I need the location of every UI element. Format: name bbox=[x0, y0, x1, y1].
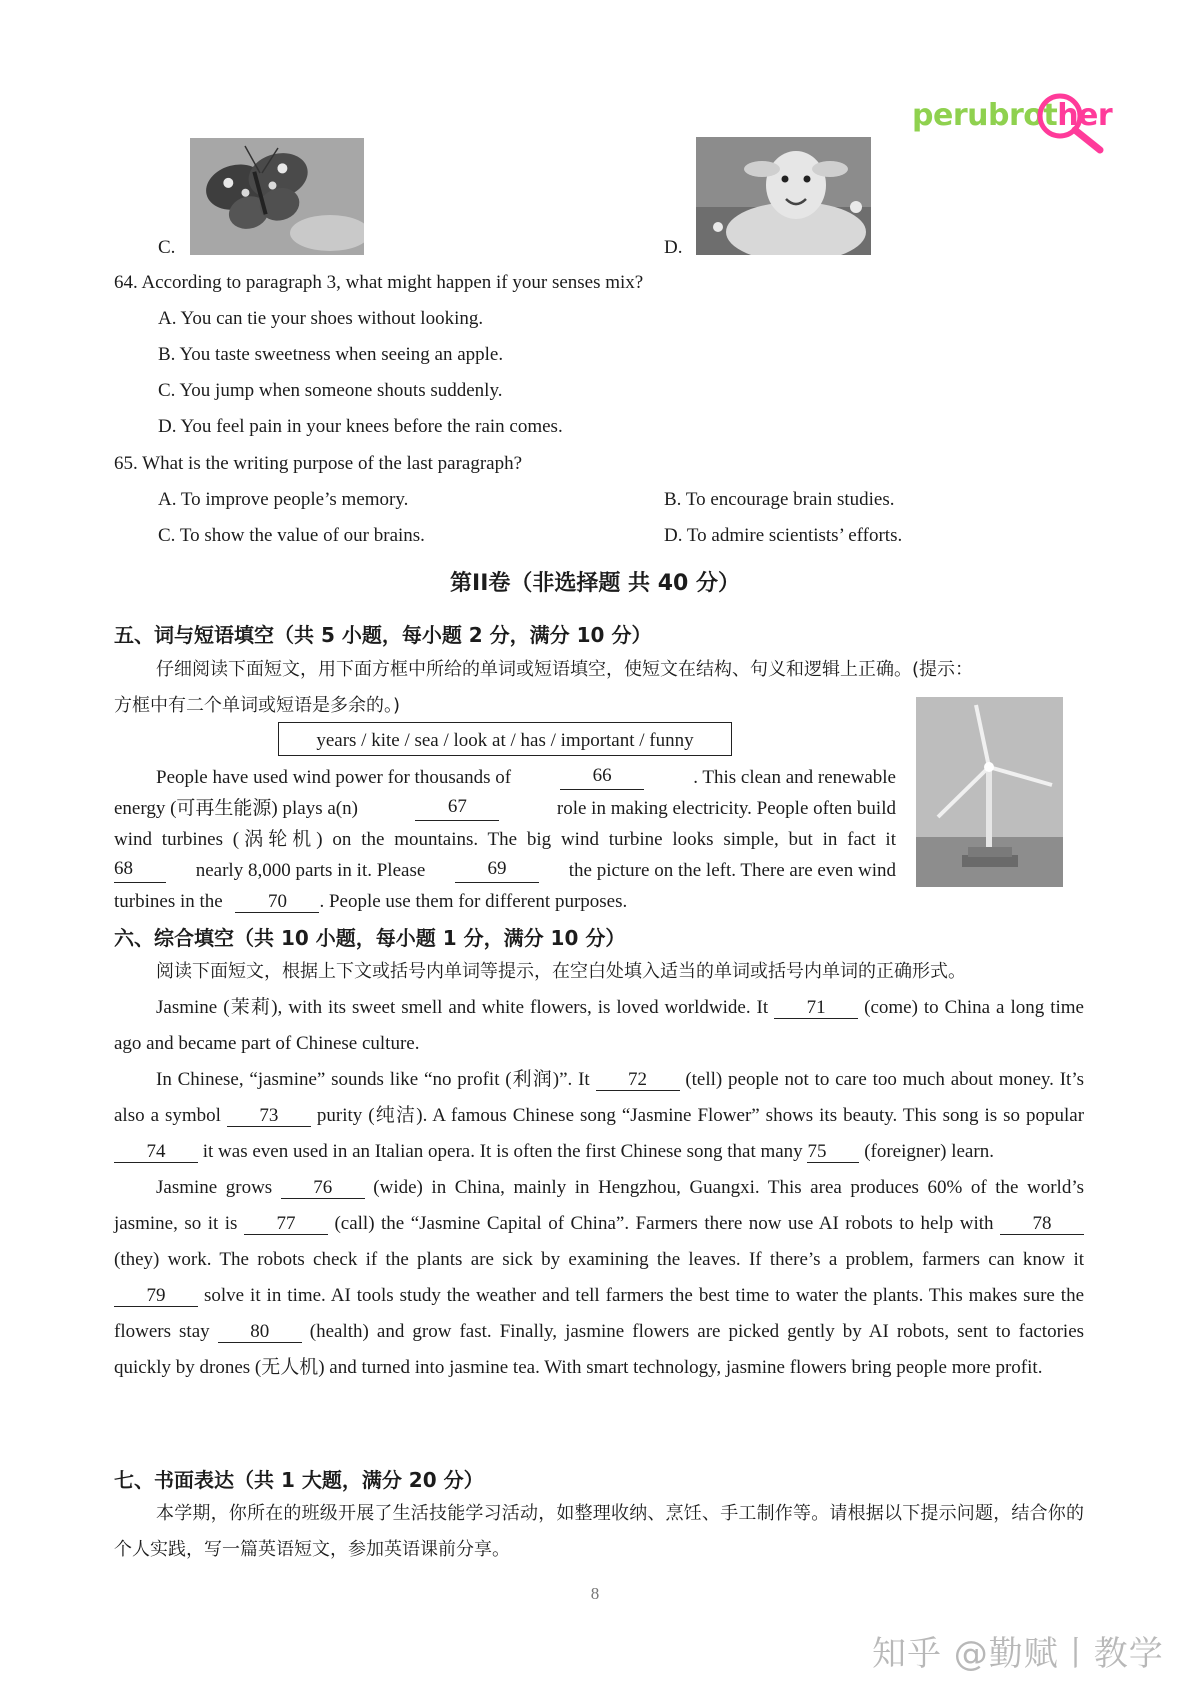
question-65-stem: 65. What is the writing purpose of the last paragraph? bbox=[114, 453, 523, 474]
blank-79[interactable]: 79 bbox=[114, 1286, 198, 1307]
butterfly-image bbox=[190, 138, 364, 255]
s5-line-5-b: . People use them for different purposes. bbox=[319, 891, 628, 912]
q65-option-c: C. To show the value of our brains. bbox=[158, 525, 425, 546]
s6-p2-d: it was even used in an Italian opera. It is often the first Chinese song that many bbox=[202, 1141, 803, 1162]
lamb-image bbox=[696, 137, 871, 255]
s5-line-2 bbox=[114, 797, 896, 821]
blank-71[interactable]: 71 bbox=[774, 998, 858, 1019]
option-d-label: D. bbox=[664, 237, 683, 258]
blank-73[interactable]: 73 bbox=[227, 1106, 311, 1127]
blank-68[interactable]: 68 bbox=[114, 859, 166, 883]
instruction-line-2: 方框中有二个单词或短语是多余的。) bbox=[114, 695, 401, 716]
q65-option-b: B. To encourage brain studies. bbox=[664, 489, 895, 510]
blank-75[interactable]: 75 bbox=[807, 1142, 859, 1163]
s6-paragraph-3 bbox=[114, 1170, 1084, 1386]
s6-p2-b: (tell) people not to care too much about money. It’s also a symbol bbox=[114, 1069, 1085, 1126]
q65-option-a: A. To improve people’s memory. bbox=[158, 489, 409, 510]
s5-line-5 bbox=[114, 890, 627, 914]
s5-line-3: wind turbines (涡轮机) on the mountains. The big wind turbine looks simple, but in fact it bbox=[114, 829, 896, 850]
wind-turbine-image bbox=[916, 697, 1063, 887]
s6-p2-a: In Chinese, “jasmine” sounds like “no profit (利润)”. It bbox=[156, 1069, 590, 1090]
q64-option-c: C. You jump when someone shouts suddenly. bbox=[158, 380, 503, 401]
s5-line-2-a: energy (可再生能源) plays a(n) bbox=[114, 798, 358, 819]
section7-text: 本学期，你所在的班级开展了生活技能学习活动，如整理收纳、烹饪、手工制作等。请根据以下提示问题，结合你的个人实践，写一篇英语短文，参加英语课前分享。 bbox=[114, 1503, 1084, 1560]
page-number: 8 bbox=[590, 1584, 600, 1603]
zhihu-watermark: 知乎 @勤赋丨教学 bbox=[872, 1634, 1164, 1674]
s5-line-5-a: turbines in the bbox=[114, 891, 223, 912]
logo-text-green: perubrot bbox=[912, 98, 1058, 133]
s6-p3-b: (wide) in China, mainly in Hengzhou, Guangxi. This area produces 60% of the world’s jasmine, so it is bbox=[114, 1177, 1084, 1234]
q64-option-d: D. You feel pain in your knees before the rain comes. bbox=[158, 416, 563, 437]
section6-title: 六、综合填空（共 10 小题，每小题 1 分，满分 10 分） bbox=[114, 926, 626, 950]
s6-p3-a: Jasmine grows bbox=[156, 1177, 273, 1198]
logo-text-pink: her bbox=[1057, 98, 1113, 133]
s6-p3-e: solve it in time. AI tools study the weather and tell farmers the best time to water the plants. This makes sure the flowers stay bbox=[114, 1285, 1084, 1342]
q64-option-b: B. You taste sweetness when seeing an apple. bbox=[158, 344, 504, 365]
question-64-stem: 64. According to paragraph 3, what might happen if your senses mix? bbox=[114, 272, 644, 293]
s5-line-1-b: . This clean and renewable bbox=[693, 767, 896, 788]
blank-72[interactable]: 72 bbox=[596, 1070, 680, 1091]
blank-69[interactable]: 69 bbox=[455, 859, 539, 883]
blank-74[interactable]: 74 bbox=[114, 1142, 198, 1163]
s5-line-4 bbox=[114, 859, 896, 883]
section7-title: 七、书面表达（共 1 大题，满分 20 分） bbox=[114, 1468, 484, 1492]
section6-passage bbox=[114, 990, 1084, 1386]
s6-p2-c: purity (纯洁). A famous Chinese song “Jasmine Flower” shows its beauty. This song is so popular bbox=[316, 1105, 1085, 1126]
s6-p2-e: (foreigner) learn. bbox=[864, 1141, 994, 1162]
instruction-line-1: 仔细阅读下面短文，用下面方框中所给的单词或短语填空，使短文在结构、句义和逻辑上正确。(提示： bbox=[156, 659, 974, 680]
s6-p3-d: (they) work. The robots check if the plants are sick by examining the leaves. If there’s a problem, farmers can know it bbox=[114, 1249, 1084, 1270]
blank-78[interactable]: 78 bbox=[1000, 1214, 1084, 1235]
q65-option-d: D. To admire scientists’ efforts. bbox=[664, 525, 903, 546]
word-box: years / kite / sea / look at / has / important / funny bbox=[278, 722, 732, 756]
s6-p3-f: (health) and grow fast. Finally, jasmine flowers are picked gently by AI robots, sent to factories quickly by drones (无人机) and turned into jasmine tea. With smart technology, jasmine flowers bring people more profit. bbox=[114, 1321, 1085, 1378]
option-c-label: C. bbox=[158, 237, 176, 258]
blank-67[interactable]: 67 bbox=[415, 797, 499, 821]
s6-paragraph-2 bbox=[114, 1062, 1084, 1170]
blank-77[interactable]: 77 bbox=[244, 1214, 328, 1235]
blank-80[interactable]: 80 bbox=[218, 1322, 302, 1343]
s6-p1-b: (come) to China a long time ago and became part of Chinese culture. bbox=[114, 997, 1084, 1054]
s6-p3-c: (call) the “Jasmine Capital of China”. Farmers there now use AI robots to help with bbox=[334, 1213, 994, 1234]
s5-line-1 bbox=[156, 766, 896, 790]
blank-66[interactable]: 66 bbox=[560, 766, 644, 790]
part2-title: 第II卷（非选择题 共 40 分） bbox=[450, 571, 740, 596]
s6-p1-a: Jasmine (茉莉), with its sweet smell and white flowers, is loved worldwide. It bbox=[156, 997, 769, 1018]
q64-option-a: A. You can tie your shoes without looking. bbox=[158, 308, 484, 329]
blank-70[interactable]: 70 bbox=[235, 892, 319, 913]
blank-76[interactable]: 76 bbox=[281, 1178, 365, 1199]
section5-title: 五、词与短语填空（共 5 小题，每小题 2 分，满分 10 分） bbox=[114, 623, 652, 647]
s5-line-4-a: nearly 8,000 parts in it. Please bbox=[195, 860, 426, 881]
s5-line-2-b: role in making electricity. People often build bbox=[556, 798, 896, 819]
s5-line-4-b: the picture on the left. There are even wind bbox=[568, 860, 896, 881]
s5-line-1-a: People have used wind power for thousands of bbox=[156, 767, 512, 788]
s6-paragraph-1 bbox=[114, 990, 1084, 1062]
section6-instruction: 阅读下面短文，根据上下文或括号内单词等提示，在空白处填入适当的单词或括号内单词的正确形式。 bbox=[156, 961, 966, 982]
magnifier-icon bbox=[1032, 92, 1113, 158]
